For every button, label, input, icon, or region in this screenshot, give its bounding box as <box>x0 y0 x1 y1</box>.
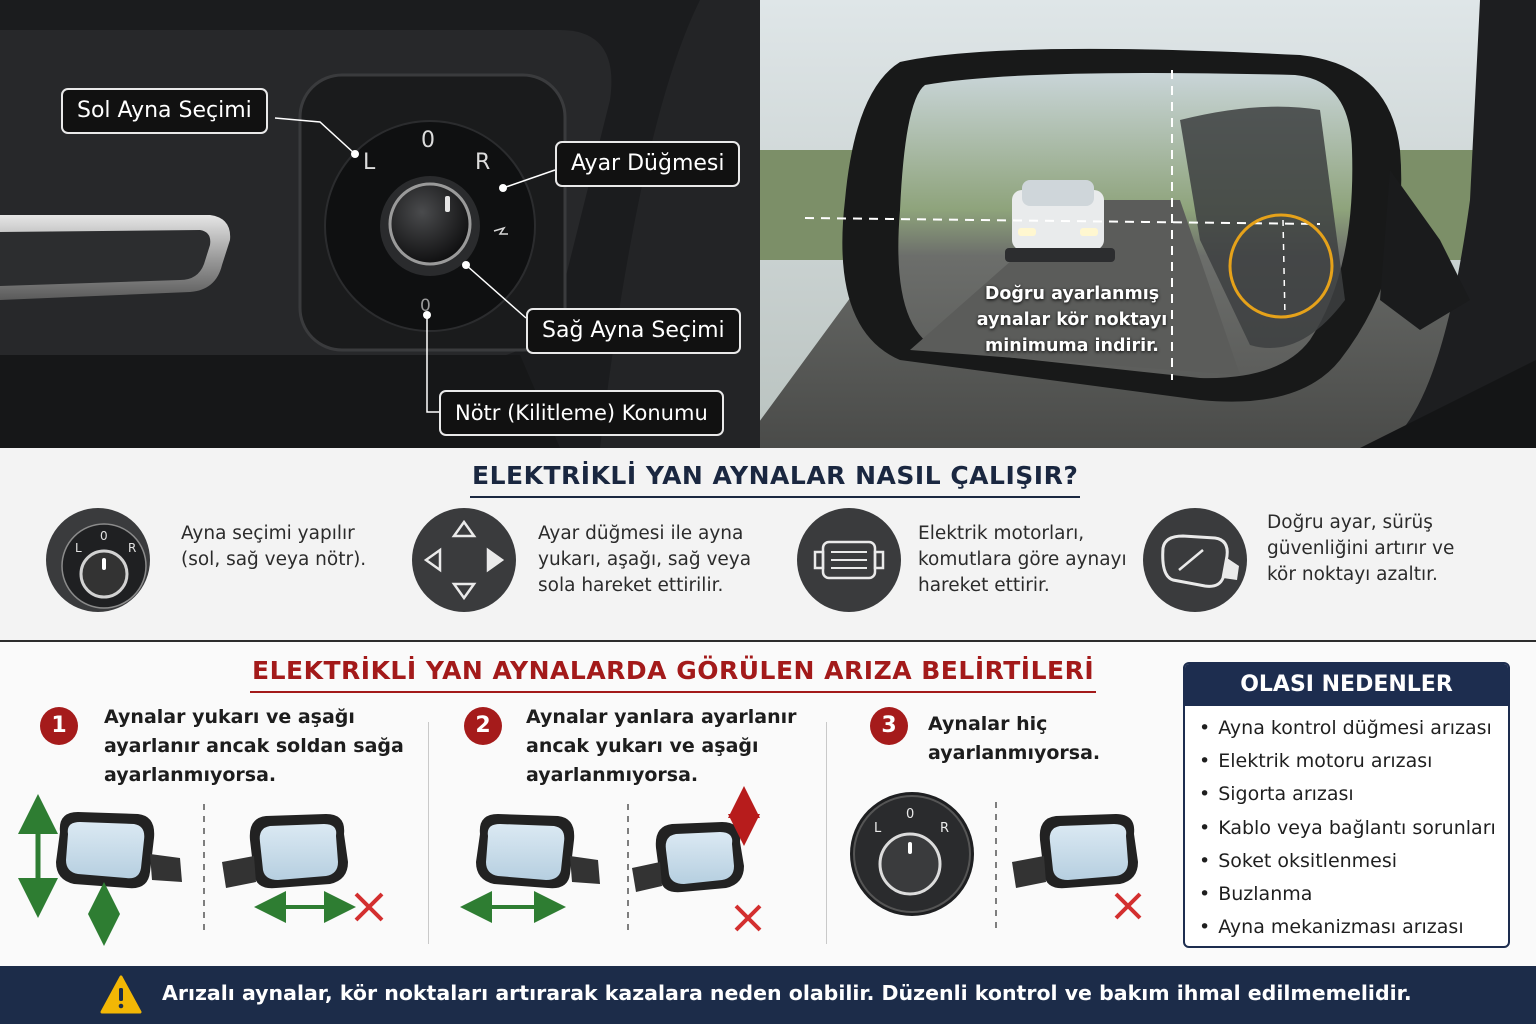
symptom-text: Aynalar yanlara ayarlanır ancak yukarı ve aşağı ayarlanmıyorsa. <box>526 706 797 786</box>
direction-pad-icon <box>412 508 516 612</box>
dial-letter-neutral: 0 <box>421 128 435 153</box>
mirror-selector-dial-icon <box>46 508 150 612</box>
callout-right-mirror: Sağ Ayna Seçimi <box>526 308 741 354</box>
symptom-text: Aynalar yukarı ve aşağı ayarlanır ancak soldan sağa ayarlanmıyorsa. <box>104 706 404 786</box>
cause-item: • Sigorta arızası <box>1199 778 1508 811</box>
dial-letter-bottom: 0 <box>420 296 431 316</box>
symptom-number-badge: 1 <box>40 707 78 745</box>
warning-triangle-icon <box>100 975 142 1015</box>
cause-item: • Soket oksitlenmesi <box>1199 845 1508 878</box>
icon-letter-neutral: 0 <box>906 807 915 822</box>
step-safety <box>1143 508 1483 612</box>
warning-bar <box>0 966 1536 1024</box>
step-text: Doğru ayar, sürüş güvenliğini artırır ve kör noktayı azaltır. <box>1267 512 1455 585</box>
step-mirror-selection <box>46 508 376 612</box>
step-adjust-direction <box>412 508 782 612</box>
icon-letter-neutral: 0 <box>100 529 108 543</box>
cause-item: • Ayna mekanizması arızası <box>1199 911 1508 944</box>
side-mirror-icon <box>1143 508 1247 612</box>
symptom-illustrations <box>0 642 1180 966</box>
warning-text: Arızalı aynalar, kör noktaları artırarak kazalara neden olabilir. Düzenli kontrol ve bakım ihmal edilmemelidir. <box>162 981 1412 1005</box>
causes-title: OLASI NEDENLER <box>1185 664 1508 706</box>
how-it-works-title: ELEKTRİKLİ YAN AYNALAR NASIL ÇALIŞIR? <box>470 461 1080 498</box>
step-text: Ayna seçimi yapılır (sol, sağ veya nötr). <box>181 523 367 570</box>
symptoms-section <box>0 642 1536 966</box>
callout-adjust-knob: Ayar Düğmesi <box>555 141 740 187</box>
door-and-mirror-illustration <box>0 0 1536 448</box>
symptom-number-badge: 3 <box>870 707 908 745</box>
causes-list <box>1185 706 1508 944</box>
hero-photo-area <box>0 0 1536 448</box>
cause-item: • Ayna kontrol düğmesi arızası <box>1199 712 1508 745</box>
dial-letter-right: R <box>475 150 491 175</box>
symptom-text: Aynalar hiç ayarlanmıyorsa. <box>928 713 1101 764</box>
how-it-works-section <box>0 448 1536 642</box>
icon-letter-right: R <box>940 821 950 836</box>
callout-left-mirror: Sol Ayna Seçimi <box>61 88 268 134</box>
step-text: Elektrik motorları, komutlara göre aynayı hareket ettirir. <box>918 523 1127 596</box>
icon-letter-left: L <box>874 821 882 836</box>
icon-letter-left: L <box>75 541 82 555</box>
dial-letter-left: L <box>363 150 376 175</box>
mirror-note: Doğru ayarlanmış aynalar kör noktayı minimuma indirir. <box>976 284 1168 356</box>
symptom-number-badge: 2 <box>464 707 502 745</box>
cause-item: • Elektrik motoru arızası <box>1199 745 1508 778</box>
step-electric-motor <box>797 508 1137 612</box>
electric-motor-icon <box>797 508 901 612</box>
callout-neutral-position: Nötr (Kilitleme) Konumu <box>439 390 724 436</box>
cause-item: • Buzlanma <box>1199 878 1508 911</box>
icon-letter-right: R <box>128 541 137 555</box>
possible-causes-box <box>1183 662 1510 948</box>
step-text: Ayar düğmesi ile ayna yukarı, aşağı, sağ veya sola hareket ettirilir. <box>538 523 752 596</box>
cause-item: • Kablo veya bağlantı sorunları <box>1199 812 1508 845</box>
symptoms-title: ELEKTRİKLİ YAN AYNALARDA GÖRÜLEN ARIZA BELİRTİLERİ <box>250 656 1096 693</box>
